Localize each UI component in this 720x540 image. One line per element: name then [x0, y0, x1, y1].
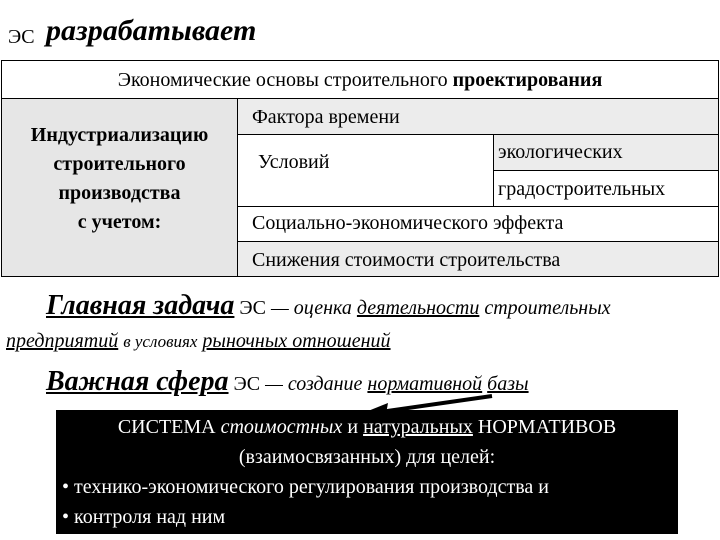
main-task-line-1: [46, 290, 611, 322]
main-task-es: ЭС: [239, 297, 266, 319]
important-area-es: ЭС: [233, 373, 261, 395]
bullet-icon: •: [62, 506, 70, 528]
industrialization-line-2: строительного: [53, 152, 186, 175]
time-factor-cell: Фактора времени: [237, 98, 719, 135]
socio-economic-cell: Социально-экономического эффекта: [237, 206, 719, 242]
table-title-normal: Экономические основы строительного: [117, 69, 453, 91]
industrialization-cell: [1, 98, 238, 277]
and-word: и: [347, 416, 359, 438]
header-verb: разрабатывает: [46, 14, 257, 47]
important-area-create: — создание: [265, 373, 363, 395]
normative-system-box: [56, 410, 678, 534]
main-task-activity: деятельности: [356, 297, 480, 319]
main-task-market: рыночных отношений: [202, 330, 391, 352]
main-task-title: Главная задача: [46, 290, 235, 321]
main-task-assess: — оценка: [270, 297, 352, 319]
cost-reduction-cell: Снижения стоимости строительства: [237, 241, 719, 277]
main-task-in-conditions: в условиях: [123, 332, 198, 351]
arrow-icon: [350, 364, 500, 414]
urban-planning-cell: градостроительных: [493, 170, 719, 207]
cost-word: стоимостных: [220, 416, 343, 438]
main-task-construction: строительных: [484, 297, 611, 319]
ecological-cell: экологических: [493, 134, 719, 171]
important-area-title: Важная сфера: [46, 366, 229, 397]
system-box-line-1: [56, 416, 678, 439]
norms-word: НОРМАТИВОВ: [477, 416, 617, 438]
system-word: СИСТЕМА: [117, 416, 216, 438]
design-basics-table: [1, 60, 719, 276]
natural-word: натуральных: [363, 416, 473, 438]
industrialization-line-3: производства: [58, 181, 181, 204]
bullet-item-regulation: [62, 476, 549, 499]
bullet-item-control: [62, 506, 225, 529]
industrialization-line-4: с учетом:: [77, 210, 162, 233]
important-area-normative: нормативной: [367, 373, 483, 395]
bullet-text: технико-экономического регулирования производства и: [74, 476, 549, 498]
industrialization-line-1: Индустриализацию: [30, 123, 209, 146]
table-title-bold: проектирования: [452, 69, 603, 91]
important-area-base: базы: [487, 373, 529, 395]
main-task-enterprises: предприятий: [6, 330, 119, 352]
header-prefix: ЭС: [8, 26, 35, 48]
main-task-line-2: [6, 330, 391, 353]
conditions-cell: Условий: [237, 134, 494, 207]
table-title-cell: [1, 60, 719, 99]
bullet-icon: •: [62, 476, 70, 498]
bullet-text: контроля над ним: [74, 506, 226, 528]
system-box-line-2: (взаимосвязанных) для целей:: [238, 446, 496, 468]
